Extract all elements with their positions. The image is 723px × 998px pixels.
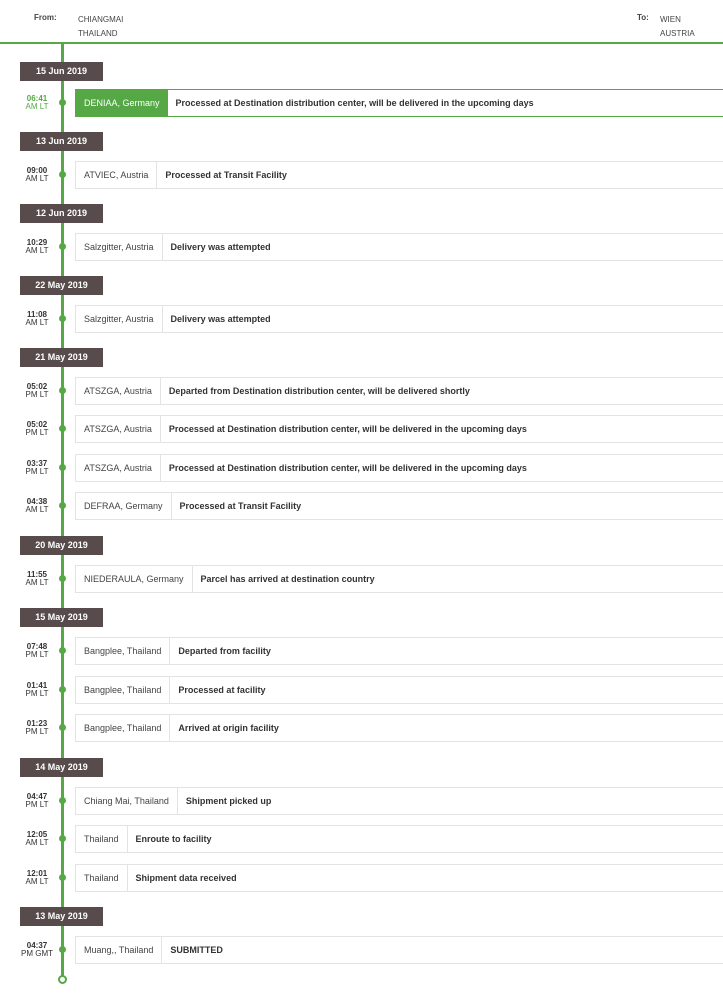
event-status: Processed at Destination distribution center, will be delivered in the upcoming days [175, 98, 534, 108]
event-location: Thailand [76, 826, 128, 852]
event-time: 05:02 PM LT [25, 382, 49, 399]
timeline-dot [59, 724, 66, 731]
event-time: 01:41 PM LT [25, 681, 49, 698]
event-time: 12:05 AM LT [25, 830, 49, 847]
tracking-event [75, 492, 723, 520]
event-location: Chiang Mai, Thailand [76, 788, 178, 814]
event-time: 04:38 AM LT [25, 497, 49, 514]
event-status: Shipment data received [135, 873, 237, 883]
event-status: Parcel has arrived at destination country [200, 574, 375, 584]
event-status: SUBMITTED [170, 945, 223, 955]
event-status: Arrived at origin facility [178, 723, 279, 733]
date-badge: 22 May 2019 [20, 276, 103, 295]
timeline-dot [59, 171, 66, 178]
event-location: ATSZGA, Austria [76, 455, 161, 481]
date-badge: 14 May 2019 [20, 758, 103, 777]
date-badge: 13 Jun 2019 [20, 132, 103, 151]
event-status: Processed at Destination distribution center, will be delivered in the upcoming days [168, 424, 527, 434]
destination-country: AUSTRIA [660, 29, 695, 38]
event-status: Departed from facility [178, 646, 271, 656]
event-location: Bangplee, Thailand [76, 638, 170, 664]
shipment-route-header [0, 0, 723, 44]
origin-country: THAILAND [78, 29, 118, 38]
event-status: Processed at Transit Facility [165, 170, 287, 180]
timeline-dot [59, 686, 66, 693]
event-location: ATVIEC, Austria [76, 162, 157, 188]
timeline-dot [59, 797, 66, 804]
date-badge: 13 May 2019 [20, 907, 103, 926]
destination-address [660, 13, 695, 41]
event-status: Processed at facility [178, 685, 266, 695]
tracking-event [75, 305, 723, 333]
timeline-dot [59, 647, 66, 654]
event-time: 06:41 AM LT [25, 94, 49, 111]
tracking-event [75, 637, 723, 665]
date-badge: 12 Jun 2019 [20, 204, 103, 223]
timeline-dot [59, 874, 66, 881]
destination-city: WIEN [660, 15, 681, 24]
tracking-event [75, 936, 723, 964]
origin-city: CHIANGMAI [78, 15, 124, 24]
timeline-dot [59, 946, 66, 953]
timeline-end-node [58, 975, 67, 984]
event-location: Bangplee, Thailand [76, 677, 170, 703]
event-time: 03:37 PM LT [25, 459, 49, 476]
tracking-event [75, 676, 723, 704]
date-badge: 15 May 2019 [20, 608, 103, 627]
event-location: NIEDERAULA, Germany [76, 566, 193, 592]
event-time: 01:23 PM LT [25, 719, 49, 736]
origin-address [78, 13, 123, 41]
timeline-dot [59, 835, 66, 842]
event-location: Muang,, Thailand [76, 937, 162, 963]
timeline-dot [59, 387, 66, 394]
event-status: Processed at Destination distribution center, will be delivered in the upcoming days [168, 463, 527, 473]
tracking-event [75, 415, 723, 443]
date-badge: 21 May 2019 [20, 348, 103, 367]
timeline-dot [59, 425, 66, 432]
event-time: 07:48 PM LT [25, 642, 49, 659]
tracking-event [75, 864, 723, 892]
event-status: Enroute to facility [135, 834, 212, 844]
event-location: Bangplee, Thailand [76, 715, 170, 741]
event-time: 11:08 AM LT [25, 310, 49, 327]
date-badge: 15 Jun 2019 [20, 62, 103, 81]
event-location: Thailand [76, 865, 128, 891]
tracking-event [75, 233, 723, 261]
timeline-dot [59, 99, 66, 106]
event-time: 04:47 PM LT [25, 792, 49, 809]
tracking-event [75, 161, 723, 189]
event-time: 11:55 AM LT [25, 570, 49, 587]
tracking-event [75, 565, 723, 593]
date-badge: 20 May 2019 [20, 536, 103, 555]
event-status: Departed from Destination distribution center, will be delivered shortly [168, 386, 470, 396]
event-location: Salzgitter, Austria [76, 306, 163, 332]
event-location: ATSZGA, Austria [76, 416, 161, 442]
tracking-event [75, 714, 723, 742]
tracking-event [75, 825, 723, 853]
timeline-dot [59, 464, 66, 471]
event-status: Delivery was attempted [170, 242, 271, 252]
event-status: Processed at Transit Facility [179, 501, 302, 511]
timeline-dot [59, 575, 66, 582]
event-status: Delivery was attempted [170, 314, 271, 324]
tracking-event [75, 787, 723, 815]
to-label: To: [637, 13, 649, 22]
timeline-dot [59, 243, 66, 250]
event-time: 05:02 PM LT [25, 420, 49, 437]
event-time: 04:37 PM GMT [21, 941, 53, 958]
event-location: DENIAA, Germany [76, 90, 168, 116]
from-label: From: [34, 13, 57, 22]
timeline-dot [59, 315, 66, 322]
event-status: Shipment picked up [185, 796, 272, 806]
event-location: ATSZGA, Austria [76, 378, 161, 404]
tracking-event [75, 377, 723, 405]
event-location: Salzgitter, Austria [76, 234, 163, 260]
tracking-event-latest [75, 89, 723, 117]
event-time: 10:29 AM LT [25, 238, 49, 255]
tracking-event [75, 454, 723, 482]
timeline-dot [59, 502, 66, 509]
event-time: 09:00 AM LT [25, 166, 49, 183]
event-time: 12:01 AM LT [25, 869, 49, 886]
event-location: DEFRAA, Germany [76, 493, 172, 519]
